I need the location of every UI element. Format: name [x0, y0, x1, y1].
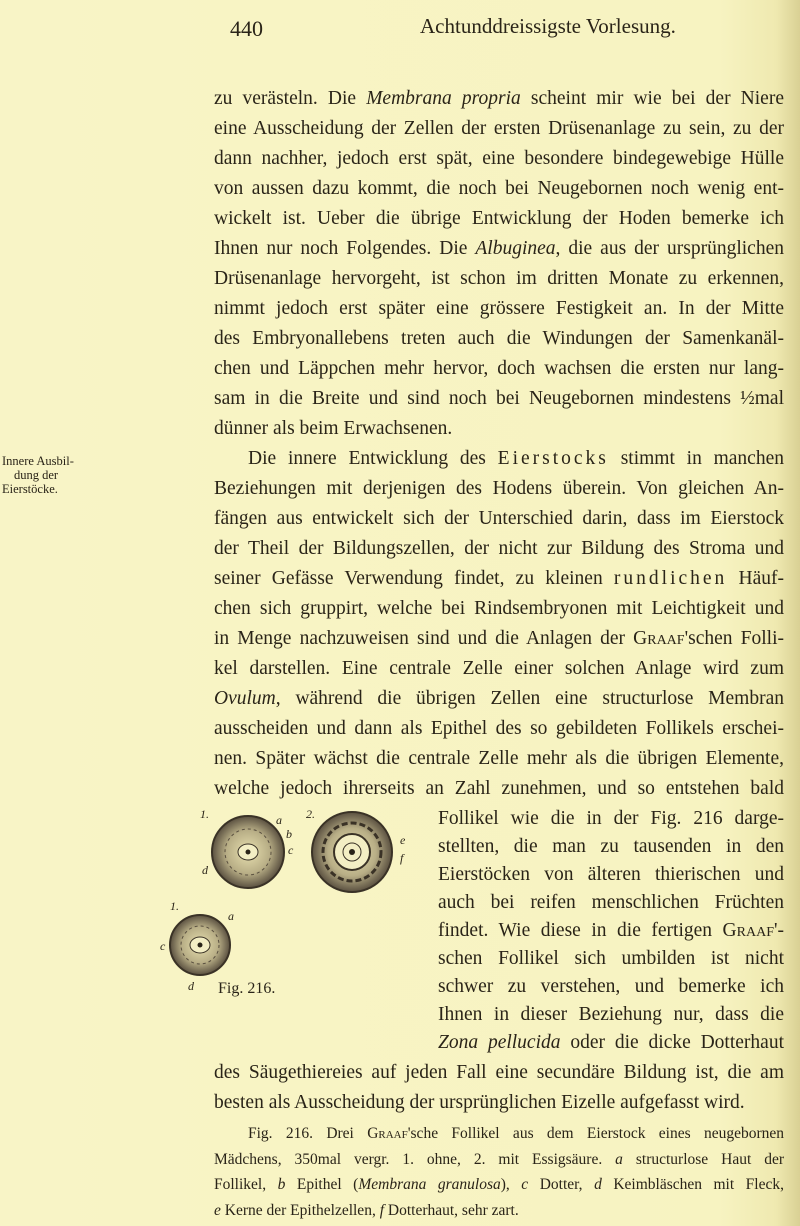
text-segment: Häuf- — [727, 568, 784, 589]
text-segment: chen und Läppchen mehr hervor, doch wachsen die ersten nur lang- — [214, 358, 784, 379]
text-segment: Mädchens, 350mal vergr. 1. ohne, 2. mit Essigsäure. — [214, 1150, 616, 1168]
text-segment: Epithel ( — [285, 1176, 359, 1194]
text-line — [438, 833, 784, 861]
text-segment: Follikel, — [214, 1176, 278, 1194]
text-line — [214, 1198, 784, 1224]
text-segment: stimmt in manchen — [608, 448, 784, 469]
text-segment: Keimbläschen mit Fleck, — [601, 1176, 784, 1194]
body-text-wrapped — [438, 805, 784, 1057]
text-segment: ), — [500, 1176, 522, 1194]
text-line — [214, 714, 784, 744]
text-segment: Eierstöcken von älteren thierischen und — [438, 864, 784, 885]
fig-label-b: b — [286, 827, 292, 841]
text-line — [214, 294, 784, 324]
text-line — [214, 474, 784, 504]
fig-label-c3: c — [160, 939, 166, 953]
text-segment: , während die übrigen Zellen eine structurlose Membran — [275, 688, 784, 709]
text-line — [214, 1121, 784, 1147]
text-segment: Die innere Entwicklung des — [248, 448, 498, 469]
text-segment: findet. Wie diese in die fertigen — [438, 920, 723, 941]
text-line — [438, 861, 784, 889]
text-line — [438, 917, 784, 945]
page-number: 440 — [230, 16, 263, 41]
text-segment: Ihnen nur noch Folgendes. Die — [214, 238, 476, 259]
figure-caption-text — [214, 1121, 784, 1223]
text-line — [214, 744, 784, 774]
text-line — [214, 384, 784, 414]
text-segment: ausscheiden und dann als Epithel des so gebildeten Follikels erschei- — [214, 718, 784, 739]
fig-label-a3: a — [228, 909, 234, 923]
text-segment: schwer zu verstehen, und bemerke ich — [438, 976, 784, 997]
spaced-emphasis: Eierstocks — [497, 448, 609, 469]
fig-label-3: 1. — [170, 899, 179, 913]
text-line — [214, 174, 784, 204]
text-line — [438, 805, 784, 833]
italic-text: Membrana propria — [366, 88, 521, 109]
text-line — [438, 973, 784, 1001]
text-segment: 'sche Follikel aus dem Eierstock eines neugebornen — [407, 1125, 784, 1142]
text-segment: scheint mir wie bei der Niere — [520, 88, 784, 109]
text-segment: von aussen dazu kommt, die noch bei Neugebornen noch wenig ent- — [214, 178, 784, 199]
italic-text: Ovulum — [214, 688, 276, 709]
small-caps-name: Graaf — [722, 920, 774, 941]
text-segment: Kerne der Epithelzellen, — [220, 1201, 380, 1219]
text-segment: '- — [773, 920, 784, 941]
text-line — [214, 84, 784, 114]
text-line — [214, 624, 784, 654]
margin-note — [2, 454, 74, 496]
spaced-emphasis: rundlichen — [613, 568, 728, 589]
running-header: Achtunddreissigste Vorlesung. — [420, 14, 676, 38]
margin-note-line: Innere Ausbil- — [2, 454, 74, 468]
figure-label: Fig. 216. — [218, 980, 276, 997]
italic-text: f — [379, 1201, 385, 1219]
text-line — [214, 324, 784, 354]
fig-label-1: 1. — [200, 807, 209, 821]
follicle-2 — [312, 812, 392, 892]
italic-text: d — [594, 1176, 602, 1194]
fig-label-f: f — [400, 851, 404, 865]
italic-text: a — [615, 1150, 623, 1168]
text-line — [214, 204, 784, 234]
text-segment: Dotterhaut, sehr zart. — [384, 1201, 519, 1219]
text-line — [214, 684, 784, 714]
text-line — [438, 1029, 784, 1057]
small-caps-name: Graaf — [633, 628, 685, 649]
fig-label-e: e — [400, 833, 406, 847]
body-text-main — [214, 84, 784, 804]
small-caps-name: Graaf — [367, 1125, 408, 1142]
text-segment: wickelt ist. Ueber die übrige Entwicklung der Hoden bemerke ich — [214, 208, 784, 229]
text-line — [214, 1147, 784, 1173]
text-segment: kel darstellen. Eine centrale Zelle einer solchen Anlage wird zum — [214, 658, 784, 679]
text-segment: nimmt jedoch erst später eine grössere Festigkeit an. In der Mitte — [214, 298, 784, 319]
text-segment: nen. Später wächst die centrale Zelle mehr als die übrigen Elemente, — [214, 748, 784, 769]
text-segment: chen sich gruppirt, welche bei Rindsembryonen mit Leichtigkeit und — [214, 598, 784, 619]
text-segment: , die aus der ursprünglichen — [555, 238, 784, 259]
text-line — [214, 114, 784, 144]
text-line — [214, 234, 784, 264]
text-line — [214, 144, 784, 174]
text-segment: Drüsenanlage hervorgeht, ist schon im dritten Monate zu erkennen, — [214, 268, 784, 289]
fig-label-2: 2. — [306, 807, 315, 821]
text-line — [214, 1172, 784, 1198]
italic-text: Membrana granulosa — [358, 1176, 501, 1194]
fig-label-d: d — [202, 863, 208, 877]
text-line — [214, 1088, 784, 1118]
margin-note-line: dung der — [14, 468, 59, 482]
text-segment: structurlose Haut der — [622, 1150, 784, 1168]
fig-label-a: a — [276, 813, 282, 827]
italic-text: Zona pellucida — [438, 1032, 561, 1053]
text-segment: fängen aus entwickelt sich der Unterschied darin, dass im Eierstock — [214, 508, 784, 529]
text-segment: Beziehungen mit derjenigen des Hodens überein. Von gleichen An- — [214, 478, 784, 499]
figure-216-illustration — [160, 800, 422, 996]
text-segment: zu verästeln. Die — [214, 88, 367, 109]
text-segment: oder die dicke Dotterhaut — [560, 1032, 784, 1053]
text-segment: seiner Gefässe Verwendung findet, zu kleinen — [214, 568, 614, 589]
text-line — [438, 1001, 784, 1029]
follicle-3 — [170, 915, 230, 975]
italic-text: c — [521, 1176, 529, 1194]
text-line — [214, 414, 784, 444]
text-segment: des Säugethiereies auf jeden Fall eine secundäre Bildung ist, die am — [214, 1062, 784, 1083]
text-line — [214, 564, 784, 594]
text-segment: Fig. 216. Drei — [248, 1125, 368, 1142]
text-segment: dünner als beim Erwachsenen. — [214, 418, 453, 439]
text-line — [438, 889, 784, 917]
text-segment: der Theil der Bildungszellen, der nicht zur Bildung des Stroma und — [214, 538, 784, 559]
text-line — [214, 354, 784, 384]
follicle-1 — [212, 816, 284, 888]
text-segment: eine Ausscheidung der Zellen der ersten Drüsenanlage zu sein, zu der — [214, 118, 784, 139]
text-segment: schen Follikel sich umbilden ist nicht — [438, 948, 784, 969]
text-segment: 'schen Folli- — [684, 628, 784, 649]
italic-text: b — [277, 1176, 286, 1194]
text-line — [214, 594, 784, 624]
text-line — [214, 654, 784, 684]
text-segment: Follikel wie die in der Fig. 216 darge- — [438, 808, 784, 829]
text-line — [438, 945, 784, 973]
text-segment: besten als Ausscheidung der ursprünglichen Eizelle aufgefasst wird. — [214, 1092, 745, 1113]
italic-text: Albuginea — [475, 238, 556, 259]
text-segment: Dotter, — [528, 1176, 595, 1194]
text-segment: auch bei reifen menschlichen Früchten — [438, 892, 784, 913]
text-line — [214, 1058, 784, 1088]
text-segment: stellten, die man zu tausenden in den — [438, 836, 784, 857]
fig-label-c: c — [288, 843, 294, 857]
margin-note-line: Eierstöcke. — [2, 482, 58, 496]
body-text-end — [214, 1058, 784, 1118]
text-line — [214, 504, 784, 534]
text-segment: Ihnen in dieser Beziehung nur, dass die — [438, 1004, 784, 1025]
text-line — [214, 444, 784, 474]
fig-label-d3: d — [188, 979, 194, 993]
text-line — [214, 264, 784, 294]
text-segment: dann nachher, jedoch erst spät, eine besondere bindegewebige Hülle — [214, 148, 784, 169]
text-line — [214, 534, 784, 564]
italic-text: e — [214, 1201, 221, 1219]
text-segment: sam in die Breite und sind noch bei Neugebornen mindestens ½mal — [214, 388, 784, 409]
text-segment: welche jedoch ihrerseits an Zahl zunehmen, und so entstehen bald — [214, 778, 784, 799]
text-segment: in Menge nachzuweisen sind und die Anlagen der — [214, 628, 634, 649]
text-segment: des Embryonallebens treten auch die Windungen der Samenkanäl- — [214, 328, 784, 349]
